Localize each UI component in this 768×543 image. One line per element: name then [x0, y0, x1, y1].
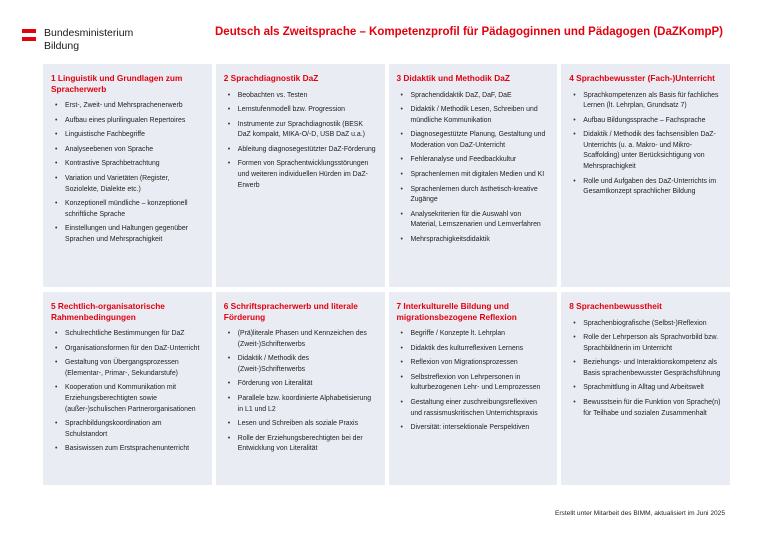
- list-item: • Sprachkompetenzen als Basis für fachliches Lernen (lt. Lehrplan, Grundsatz 7): [569, 91, 722, 112]
- list-item: • Gestaltung einer zuschreibungsreflexiven und rassismuskritischen Unterrichtspraxis: [397, 398, 550, 419]
- list-item: • Diagnosegestützte Planung, Gestaltung und Moderation von DaZ-Unterricht: [397, 130, 550, 151]
- competence-card-8: [561, 292, 730, 485]
- card-title: 6 Schriftspracherwerb und literale Förderung: [223, 301, 358, 322]
- competence-card-6: [216, 292, 385, 485]
- list-item: • Sprachendidaktik DaZ, DaF, DaE: [397, 91, 550, 102]
- list-item: • Kooperation und Kommunikation mit Erziehungsberechtigten sowie (außer-)schulischen Partnerorganisationen: [51, 383, 204, 415]
- austria-flag-icon: [22, 29, 36, 43]
- list-item: • Lernstufenmodell bzw. Progression: [224, 105, 377, 116]
- list-item: • (Prä)literale Phasen und Kennzeichen des (Zweit-)Schrifterwerbs: [224, 329, 377, 350]
- list-item: • Organisationsformen für den DaZ-Unterricht: [51, 344, 204, 355]
- competence-grid: [43, 64, 724, 485]
- list-item: • Analyseebenen von Sprache: [51, 145, 204, 156]
- ministry-logo: [22, 27, 133, 53]
- card-list: [224, 329, 377, 455]
- list-item: • Beobachten vs. Testen: [224, 91, 377, 102]
- list-item: • Selbstreflexion von Lehrpersonen in kulturbezogenen Lehr- und Lernprozessen: [397, 373, 550, 394]
- list-item: • Sprachenbiografische (Selbst-)Reflexion: [569, 319, 722, 330]
- list-item: • Konzeptionell mündliche – konzeptionell schriftliche Sprache: [51, 199, 204, 220]
- list-item: • Rolle und Aufgaben des DaZ-Unterrichts im Gesamtkonzept sprachlicher Bildung: [569, 177, 722, 198]
- card-list: [51, 329, 204, 455]
- page-title: Deutsch als Zweitsprache – Kompetenzprofil für Pädagoginnen und Pädagogen (DaZKompP): [215, 26, 723, 38]
- list-item: • Sprachenlernen mit digitalen Medien und KI: [397, 170, 550, 181]
- card-list: [51, 101, 204, 246]
- list-item: • Aufbau Bildungssprache – Fachsprache: [569, 116, 722, 127]
- list-item: • Sprachmittlung in Alltag und Arbeitswelt: [569, 383, 722, 394]
- competence-card-3: [389, 64, 558, 287]
- list-item: • Didaktik / Methodik des (Zweit-)Schrifterwerbs: [224, 354, 377, 375]
- list-item: • Rolle der Erziehungsberechtigten bei der Entwicklung von Literalität: [224, 434, 377, 455]
- list-item: • Rolle der Lehrperson als Sprachvorbild bzw. Sprachbildnerin im Unterricht: [569, 333, 722, 354]
- card-list: [224, 91, 377, 192]
- competence-card-4: [561, 64, 730, 287]
- competence-card-7: [389, 292, 558, 485]
- logo-line-1: Bundesministerium: [44, 27, 134, 39]
- list-item: • Analysekriterien für die Auswahl von Material, Lernszenarien und Lernverfahren: [397, 210, 550, 231]
- logo-text: [44, 27, 133, 53]
- card-title: 8 Sprachenbewusstheit: [569, 301, 662, 311]
- card-title: 7 Interkulturelle Bildung und migrationsbezogene Reflexion: [396, 301, 517, 322]
- competence-card-2: [216, 64, 385, 287]
- card-list: [569, 319, 722, 420]
- card-list: [397, 91, 550, 246]
- competence-card-1: [43, 64, 212, 287]
- list-item: • Mehrsprachigkeitsdidaktik: [397, 235, 550, 246]
- list-item: • Begriffe / Konzepte lt. Lehrplan: [397, 329, 550, 340]
- list-item: • Kontrastive Sprachbetrachtung: [51, 159, 204, 170]
- list-item: • Sprachenlernen durch ästhetisch-kreative Zugänge: [397, 185, 550, 206]
- list-item: • Gestaltung von Übergangsprozessen (Elementar-, Primar-, Sekundarstufe): [51, 358, 204, 379]
- list-item: • Reflexion von Migrationsprozessen: [397, 358, 550, 369]
- list-item: • Parallele bzw. koordinierte Alphabetisierung in L1 und L2: [224, 394, 377, 415]
- list-item: • Ableitung diagnosegestützter DaZ-Förderung: [224, 145, 377, 156]
- list-item: • Sprachbildungskoordination am Schulstandort: [51, 419, 204, 440]
- list-item: • Linguistische Fachbegriffe: [51, 130, 204, 141]
- list-item: • Didaktik / Methodik des fachsensiblen DaZ-Unterrichts (u. a. Makro- und Mikro-Scaffolding) unter Berücksichtigung von Mehrsprachigkeit: [569, 130, 722, 172]
- card-title: 2 Sprachdiagnostik DaZ: [223, 73, 319, 83]
- list-item: • Erst-, Zweit- und Mehrsprachenerwerb: [51, 101, 204, 112]
- list-item: • Formen von Sprachentwicklungsstörungen und weiteren individuellen Hürden im DaZ-Erwerb: [224, 159, 377, 191]
- logo-line-2: Bildung: [44, 40, 80, 52]
- list-item: • Einstellungen und Haltungen gegenüber Sprachen und Mehrsprachigkeit: [51, 224, 204, 245]
- footer-note: Erstellt unter Mitarbeit des BIMM, aktualisiert im Juni 2025: [554, 510, 725, 517]
- card-list: [569, 91, 722, 198]
- list-item: • Bewusstsein für die Funktion von Sprache(n) für Teilhabe und sozialen Zusammenhalt: [569, 398, 722, 419]
- card-title: 5 Rechtlich-organisatorische Rahmenbedingungen: [51, 301, 165, 322]
- list-item: • Förderung von Literalität: [224, 379, 377, 390]
- list-item: • Didaktik / Methodik Lesen, Schreiben und mündliche Kommunikation: [397, 105, 550, 126]
- list-item: • Fehleranalyse und Feedbackkultur: [397, 155, 550, 166]
- card-title: 4 Sprachbewusster (Fach-)Unterricht: [569, 73, 715, 83]
- card-list: [397, 329, 550, 434]
- card-title: 1 Linguistik und Grundlagen zum Spracherwerb: [51, 73, 183, 94]
- list-item: • Lesen und Schreiben als soziale Praxis: [224, 419, 377, 430]
- list-item: • Didaktik des kulturreflexiven Lernens: [397, 344, 550, 355]
- card-title: 3 Didaktik und Methodik DaZ: [396, 73, 510, 83]
- list-item: • Diversität: intersektionale Perspektiven: [397, 423, 550, 434]
- list-item: • Basiswissen zum Erstsprachenunterricht: [51, 444, 204, 455]
- list-item: • Variation und Varietäten (Register, Soziolekte, Dialekte etc.): [51, 174, 204, 195]
- list-item: • Beziehungs- und Interaktionskompetenz als Basis sprachenbewusster Gesprächsführung: [569, 358, 722, 379]
- list-item: • Instrumente zur Sprachdiagnostik (BESK DaZ kompakt, MIKA-O/-D, USB DaZ u.a.): [224, 120, 377, 141]
- list-item: • Schulrechtliche Bestimmungen für DaZ: [51, 329, 204, 340]
- list-item: • Aufbau eines plurilingualen Repertoires: [51, 116, 204, 127]
- competence-card-5: [43, 292, 212, 485]
